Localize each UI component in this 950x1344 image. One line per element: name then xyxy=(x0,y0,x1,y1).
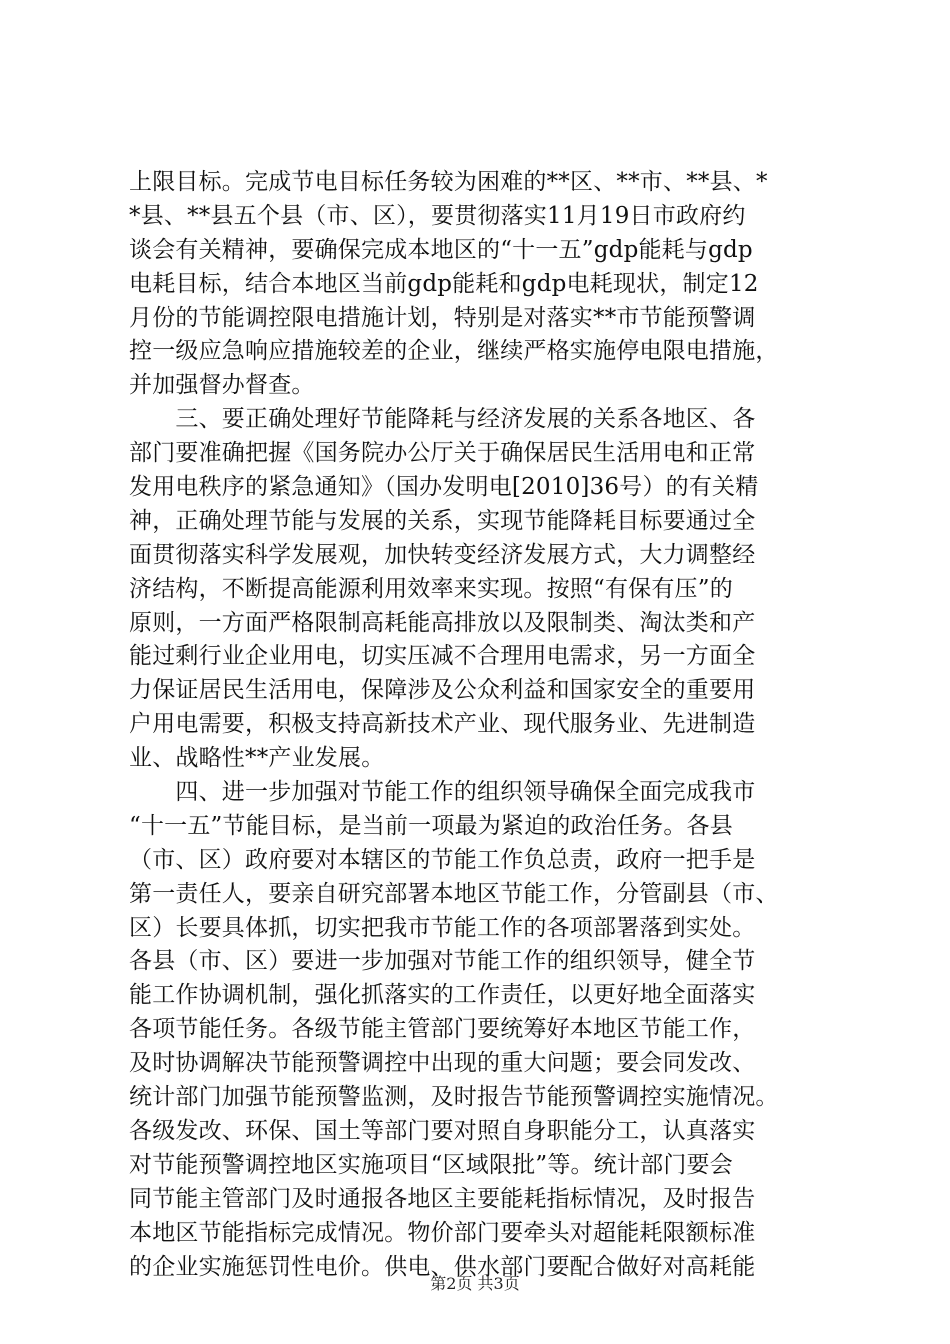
text-line: 统计部门加强节能预警监测，及时报告节能预警调控实施情况。 xyxy=(129,1084,779,1111)
text-line: 上限目标。完成节电目标任务较为困难的**区、**市、**县、* xyxy=(129,169,768,195)
body-text xyxy=(129,166,849,1284)
text-line: 原则，一方面严格限制高耗能高排放以及限制类、淘汰类和产 xyxy=(129,609,756,636)
text-line: 月份的节能调控限电措施计划，特别是对落实**市节能预警调 xyxy=(129,304,756,331)
text-line: 各县（市、区）要进一步加强对节能工作的组织领导，健全节 xyxy=(129,948,756,975)
text-line: 谈会有关精神，要确保完成本地区的“十一五”gdp能耗与gdp xyxy=(129,236,753,263)
text-line: 并加强督办督查。 xyxy=(129,372,315,399)
text-line: 同节能主管部门及时通报各地区主要能耗指标情况，及时报告 xyxy=(129,1185,756,1212)
text-line: （市、区）政府要对本辖区的节能工作负总责，政府一把手是 xyxy=(129,846,756,873)
text-line: 神，正确处理节能与发展的关系，实现节能降耗目标要通过全 xyxy=(129,507,756,534)
text-line: 各项节能任务。各级节能主管部门要统筹好本地区节能工作， xyxy=(129,1016,756,1043)
text-line: 面贯彻落实科学发展观，加快转变经济发展方式，大力调整经 xyxy=(129,541,756,568)
text-line: 力保证居民生活用电，保障涉及公众利益和国家安全的重要用 xyxy=(129,677,756,704)
text-line: 区）长要具体抓，切实把我市节能工作的各项部署落到实处。 xyxy=(129,914,756,941)
text-line: 各级发改、环保、国土等部门要对照自身职能分工，认真落实 xyxy=(129,1117,756,1144)
text-line: 控一级应急响应措施较差的企业，继续严格实施停电限电措施， xyxy=(129,338,779,365)
text-line: 四、进一步加强对节能工作的组织领导确保全面完成我市 xyxy=(129,779,756,806)
text-line: 电耗目标，结合本地区当前gdp能耗和gdp电耗现状，制定12 xyxy=(129,270,759,297)
text-line: 发用电秩序的紧急通知》（国办发明电[2010]36号）的有关精 xyxy=(129,474,759,501)
text-line: 济结构，不断提高能源利用效率来实现。按照“有保有压”的 xyxy=(129,575,733,602)
text-line: 三、要正确处理好节能降耗与经济发展的关系各地区、各 xyxy=(129,406,756,433)
text-line: *县、**县五个县（市、区），要贯彻落实11月19日市政府约 xyxy=(129,202,746,229)
text-line: 业、战略性**产业发展。 xyxy=(129,745,385,772)
text-line: 能工作协调机制，强化抓落实的工作责任，以更好地全面落实 xyxy=(129,982,756,1009)
text-line: 部门要准确把握《国务院办公厅关于确保居民生活用电和正常 xyxy=(129,440,756,467)
text-line: 第一责任人，要亲自研究部署本地区节能工作，分管副县（市、 xyxy=(129,880,779,907)
text-line: 户用电需要，积极支持高新技术产业、现代服务业、先进制造 xyxy=(129,711,756,738)
text-line: 的企业实施惩罚性电价。供电、供水部门要配合做好对高耗能 xyxy=(129,1253,756,1280)
text-line: 对节能预警调控地区实施项目“区域限批”等。统计部门要会 xyxy=(129,1151,733,1178)
text-line: 能过剩行业企业用电，切实压减不合理用电需求，另一方面全 xyxy=(129,643,756,670)
text-line: 及时协调解决节能预警调控中出现的重大问题；要会同发改、 xyxy=(129,1050,756,1077)
page-footer: 第2页 共3页 xyxy=(430,1274,520,1293)
text-line: 本地区节能指标完成情况。物价部门要牵头对超能耗限额标准 xyxy=(129,1219,756,1246)
text-line: “十一五”节能目标，是当前一项最为紧迫的政治任务。各县 xyxy=(129,812,733,839)
